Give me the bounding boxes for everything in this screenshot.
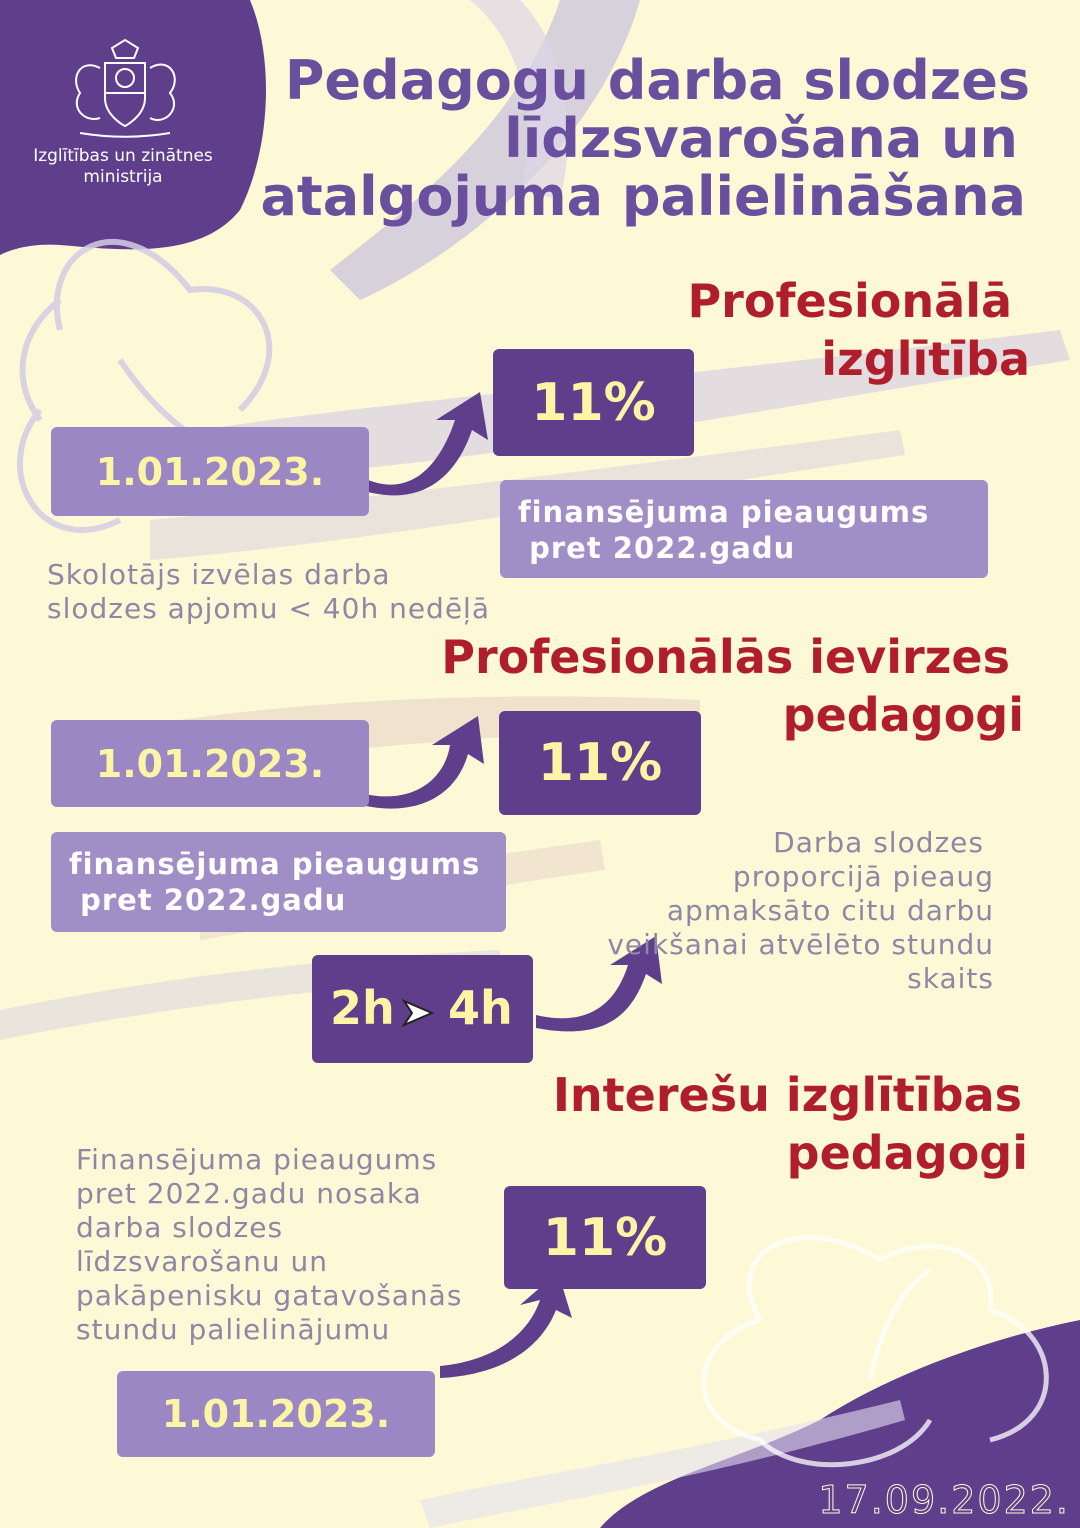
ministry-name [20, 146, 226, 188]
section1-side-note [47, 558, 490, 626]
section3-date: 1.01.2023. [117, 1371, 435, 1457]
section3-note-line5: pakāpenisku gatavošanās [76, 1279, 463, 1312]
section3-note-line3: darba slodzes [76, 1211, 284, 1244]
section2-side-note [607, 826, 994, 996]
section2-heading-line2: pedagogi [782, 688, 1024, 742]
section2-note-line3: apmaksāto citu darbu [666, 894, 994, 927]
section3-note-line1: Finansējuma pieaugums [76, 1143, 438, 1176]
hours-increase-box [312, 955, 533, 1063]
section1-heading [687, 272, 1030, 388]
section2-note-line1: Darba slodzes [773, 826, 984, 859]
greater-than-arrow-icon [402, 999, 436, 1027]
section2-note-line5: skaits [907, 962, 994, 995]
section2-date: 1.01.2023. [51, 720, 369, 807]
section1-percent: 11% [493, 349, 694, 456]
ministry-name-line2: ministrija [83, 167, 163, 187]
section3-heading-line2: pedagogi [786, 1126, 1028, 1180]
coat-of-arms-logo [50, 38, 200, 143]
section2-note-line2: proporcijā pieaug [732, 860, 994, 893]
section1-date: 1.01.2023. [51, 427, 369, 516]
section1-funding-note: finansējuma pieaugums pret 2022.gadu [500, 480, 988, 578]
section2-note-line4: veikšanai atvēlēto stundu [607, 928, 994, 961]
section3-heading [553, 1066, 1028, 1182]
title-line1: Pedagogu darba slodzes [284, 49, 1030, 112]
section1-heading-line1: Profesionālā [687, 274, 1012, 328]
title-line2: līdzsvarošana un [504, 107, 1018, 170]
section3-note-line6: stundu palielinājumu [76, 1313, 391, 1346]
ministry-name-line1: Izglītības un zinātnes [33, 146, 213, 166]
section1-note-line2: slodzes apjomu < 40h nedēļā [47, 592, 490, 625]
page-title [240, 49, 1030, 228]
hours-to: 4h [448, 981, 513, 1035]
section3-percent: 11% [504, 1186, 706, 1289]
section3-note-line2: pret 2022.gadu nosaka [76, 1177, 422, 1210]
hours-from: 2h [330, 981, 395, 1035]
title-line3: atalgojuma palielināšana [260, 165, 1026, 228]
section2-funding-note: finansējuma pieaugums pret 2022.gadu [51, 832, 506, 932]
section3-note-line4: līdzsvarošanu un [76, 1245, 329, 1278]
publication-date: 17.09.2022. [818, 1478, 1070, 1522]
section1-note-line1: Skolotājs izvēlas darba [47, 558, 391, 591]
section2-percent: 11% [499, 711, 701, 815]
section2-heading-line1: Profesionālās ievirzes [441, 630, 1010, 684]
section3-heading-line1: Interešu izglītības [552, 1068, 1022, 1122]
section1-heading-line2: izglītība [821, 332, 1030, 386]
section3-side-note [76, 1143, 462, 1347]
